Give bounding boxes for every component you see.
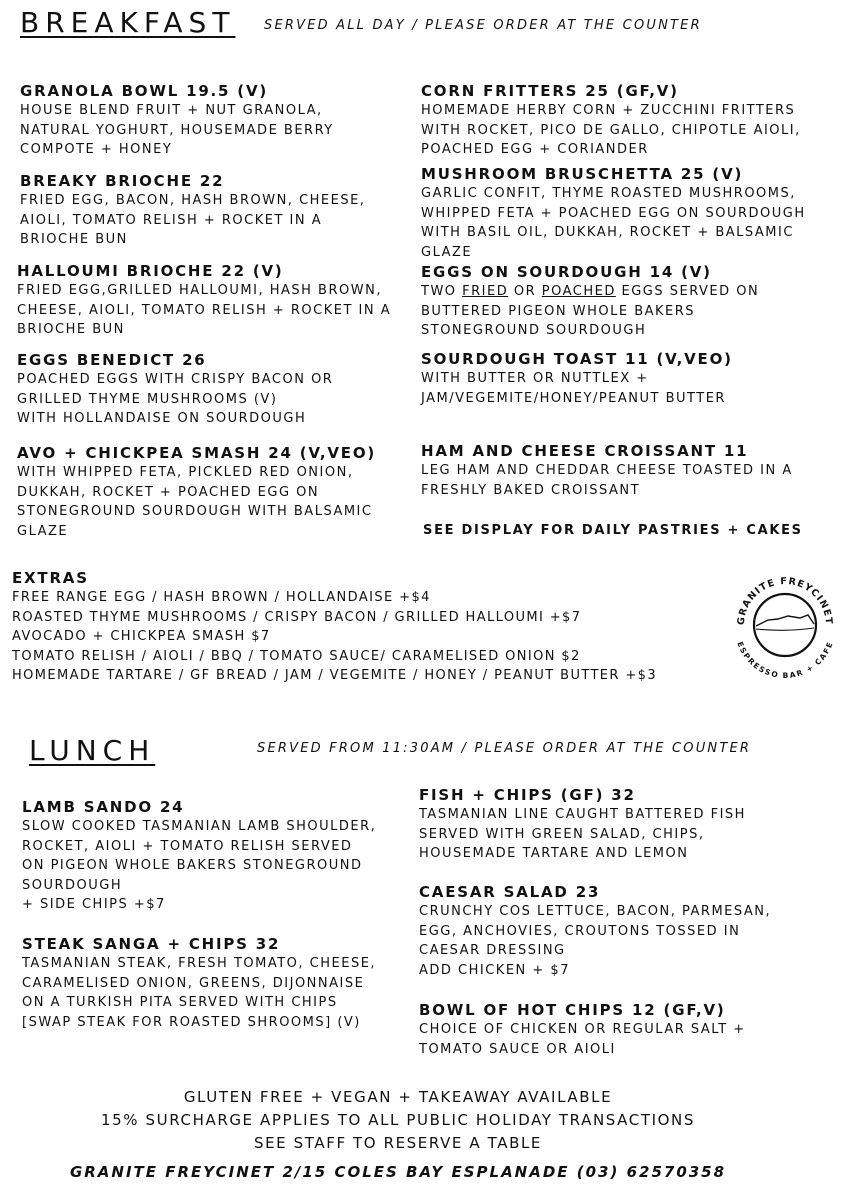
item-desc-line: GARLIC CONFIT, THYME ROASTED MUSHROOMS, (421, 186, 796, 201)
item-title: EGGS ON SOURDOUGH 14 (V) (421, 263, 712, 281)
item-desc-line: WHIPPED FETA + POACHED EGG ON SOURDOUGH (421, 205, 806, 221)
menu-item-caesar-salad (419, 882, 771, 980)
lunch-title: LUNCH (29, 734, 156, 767)
logo-top-text: GRANITE FREYCINET (735, 575, 835, 626)
granite-freycinet-logo (728, 568, 842, 682)
item-desc-line: FRIED EGG, BACON, HASH BROWN, CHEESE, (20, 193, 366, 208)
menu-item-fish-chips (419, 785, 746, 864)
fried-option: FRIED (462, 284, 509, 299)
menu-item-eggs-benedict (17, 350, 333, 429)
item-desc-line: TOMATO SAUCE OR AIOLI (419, 1041, 616, 1057)
item-title: MUSHROOM BRUSCHETTA 25 (V) (421, 165, 744, 183)
item-title: STEAK SANGA + CHIPS 32 (22, 935, 281, 953)
item-desc-line: COMPOTE + HONEY (20, 142, 173, 157)
item-desc-line: DUKKAH, ROCKET + POACHED EGG ON (17, 484, 320, 500)
item-desc-line: JAM/VEGEMITE/HONEY/PEANUT BUTTER (421, 390, 726, 406)
menu-item-steak-sanga (22, 934, 376, 1032)
item-desc-line: BRIOCHE BUN (20, 232, 128, 247)
lunch-served-note: SERVED FROM 11:30AM / PLEASE ORDER AT THE COUNTER (257, 741, 752, 756)
item-desc-line: CARAMELISED ONION, GREENS, DIJONNAISE (22, 975, 365, 991)
item-desc-line: + SIDE CHIPS +$7 (22, 897, 166, 912)
menu-item-eggs-on-sourdough (421, 262, 759, 341)
item-desc-line: WITH HOLLANDAISE ON SOURDOUGH (17, 411, 307, 426)
extras-line: ROASTED THYME MUSHROOMS / CRISPY BACON / GRILLED HALLOUMI +$7 (12, 609, 582, 625)
item-desc-line: CHOICE OF CHICKEN OR REGULAR SALT + (419, 1022, 746, 1037)
item-desc-line: GRILLED THYME MUSHROOMS (V) (17, 391, 278, 407)
item-desc-line: HOMEMADE HERBY CORN + ZUCCHINI FRITTERS (421, 103, 796, 118)
item-title: GRANOLA BOWL 19.5 (V) (20, 82, 269, 100)
item-desc-line: STONEGROUND SOURDOUGH (421, 323, 647, 338)
item-title: HAM AND CHEESE CROISSANT 11 (421, 442, 749, 460)
item-desc-line: BUTTERED PIGEON WHOLE BAKERS (421, 303, 696, 319)
item-desc-line: TWO FRIED OR POACHED EGGS SERVED ON (421, 284, 760, 299)
menu-item-sourdough-toast (421, 349, 733, 408)
item-desc-line: NATURAL YOGHURT, HOUSEMADE BERRY (20, 122, 334, 138)
menu-item-lamb-sando (22, 797, 376, 915)
menu-item-breaky-brioche (20, 171, 365, 250)
menu-item-corn-fritters (421, 81, 801, 160)
item-desc-line: SOURDOUGH (22, 877, 123, 893)
item-desc-line: ROCKET, AIOLI + TOMATO RELISH SERVED (22, 838, 353, 854)
item-desc-line: CHEESE, AIOLI, TOMATO RELISH + ROCKET IN A (17, 302, 392, 318)
item-title: EGGS BENEDICT 26 (17, 351, 207, 369)
extras-line: FREE RANGE EGG / HASH BROWN / HOLLANDAISE +$4 (12, 590, 431, 605)
item-desc-line: FRESHLY BAKED CROISSANT (421, 482, 641, 498)
item-desc-line: ON PIGEON WHOLE BAKERS STONEGROUND (22, 858, 363, 873)
item-title: HALLOUMI BRIOCHE 22 (V) (17, 262, 284, 280)
footer-line-dietary: GLUTEN FREE + VEGAN + TAKEAWAY AVAILABLE (183, 1088, 613, 1106)
item-title: CORN FRITTERS 25 (GF,V) (421, 82, 679, 100)
menu-item-ham-cheese-croissant (421, 441, 793, 500)
item-desc-line: ON A TURKISH PITA SERVED WITH CHIPS (22, 995, 338, 1010)
item-title: BOWL OF HOT CHIPS 12 (GF,V) (419, 1001, 726, 1019)
item-desc-line: POACHED EGG + CORIANDER (421, 142, 649, 157)
item-title: SOURDOUGH TOAST 11 (V,VEO) (421, 350, 733, 368)
poached-option: POACHED (541, 284, 616, 299)
item-desc-line: WITH BUTTER OR NUTTLEX + (421, 371, 649, 386)
logo-bottom-text: ESPRESSO BAR + CAFE (735, 640, 835, 681)
item-desc-line: EGG, ANCHOVIES, CROUTONS TOSSED IN (419, 923, 741, 939)
extras-line: TOMATO RELISH / AIOLI / BBQ / TOMATO SAUCE/ CARAMELISED ONION $2 (12, 648, 581, 664)
item-desc-line: HOUSE BLEND FRUIT + NUT GRANOLA, (20, 103, 323, 118)
extras-line: AVOCADO + CHICKPEA SMASH $7 (12, 629, 271, 644)
item-title: LAMB SANDO 24 (22, 798, 185, 816)
item-desc-line: WITH WHIPPED FETA, PICKLED RED ONION, (17, 465, 354, 480)
item-desc-line: HOUSEMADE TARTARE AND LEMON (419, 846, 689, 861)
footer-address: GRANITE FREYCINET 2/15 COLES BAY ESPLANADE (03) 62570358 (69, 1163, 727, 1181)
item-title: AVO + CHICKPEA SMASH 24 (V,VEO) (17, 444, 377, 462)
extras-line: HOMEMADE TARTARE / GF BREAD / JAM / VEGEMITE / HONEY / PEANUT BUTTER +$3 (12, 668, 658, 683)
extras-section (12, 569, 657, 686)
item-desc-line: POACHED EGGS WITH CRISPY BACON OR (17, 372, 334, 387)
item-title: FISH + CHIPS (GF) 32 (419, 786, 636, 804)
item-desc-line: [SWAP STEAK FOR ROASTED SHROOMS] (V) (22, 1014, 361, 1030)
breakfast-title: BREAKFAST (20, 6, 236, 39)
item-desc-line: CRUNCHY COS LETTUCE, BACON, PARMESAN, (419, 904, 772, 919)
item-desc-line: WITH BASIL OIL, DUKKAH, ROCKET + BALSAMIC (421, 225, 794, 240)
item-desc-line: TASMANIAN STEAK, FRESH TOMATO, CHEESE, (22, 956, 377, 971)
item-desc-line: AIOLI, TOMATO RELISH + ROCKET IN A (20, 212, 323, 228)
menu-item-bowl-hot-chips (419, 1000, 746, 1059)
menu-item-avo-chickpea-smash (17, 443, 376, 541)
menu-item-granola-bowl (20, 81, 334, 160)
item-desc-line: CAESAR DRESSING (419, 943, 566, 958)
extras-title: EXTRAS (12, 569, 89, 587)
item-desc-line: GLAZE (421, 244, 473, 260)
item-desc-line: BRIOCHE BUN (17, 322, 125, 337)
footer-line-surcharge: 15% SURCHARGE APPLIES TO ALL PUBLIC HOLIDAY TRANSACTIONS (101, 1111, 695, 1129)
item-desc-line: FRIED EGG,GRILLED HALLOUMI, HASH BROWN, (17, 283, 382, 298)
item-desc-line: SLOW COOKED TASMANIAN LAMB SHOULDER, (22, 819, 377, 834)
item-desc-line: ADD CHICKEN + $7 (419, 962, 570, 978)
item-desc-line: STONEGROUND SOURDOUGH WITH BALSAMIC (17, 504, 373, 519)
breakfast-served-note: SERVED ALL DAY / PLEASE ORDER AT THE COUNTER (264, 18, 702, 33)
pastries-note: SEE DISPLAY FOR DAILY PASTRIES + CAKES (423, 523, 803, 538)
footer-line-reserve: SEE STAFF TO RESERVE A TABLE (253, 1134, 542, 1152)
item-desc-line: WITH ROCKET, PICO DE GALLO, CHIPOTLE AIOLI, (421, 122, 801, 138)
menu-item-halloumi-brioche (17, 261, 391, 340)
item-desc-line: SERVED WITH GREEN SALAD, CHIPS, (419, 826, 705, 842)
item-desc-line: LEG HAM AND CHEDDAR CHEESE TOASTED IN A (421, 463, 793, 478)
menu-item-mushroom-bruschetta (421, 164, 806, 262)
item-title: CAESAR SALAD 23 (419, 883, 601, 901)
item-desc-line: TASMANIAN LINE CAUGHT BATTERED FISH (419, 807, 746, 822)
item-title: BREAKY BRIOCHE 22 (20, 172, 225, 190)
item-desc-line: GLAZE (17, 523, 69, 539)
